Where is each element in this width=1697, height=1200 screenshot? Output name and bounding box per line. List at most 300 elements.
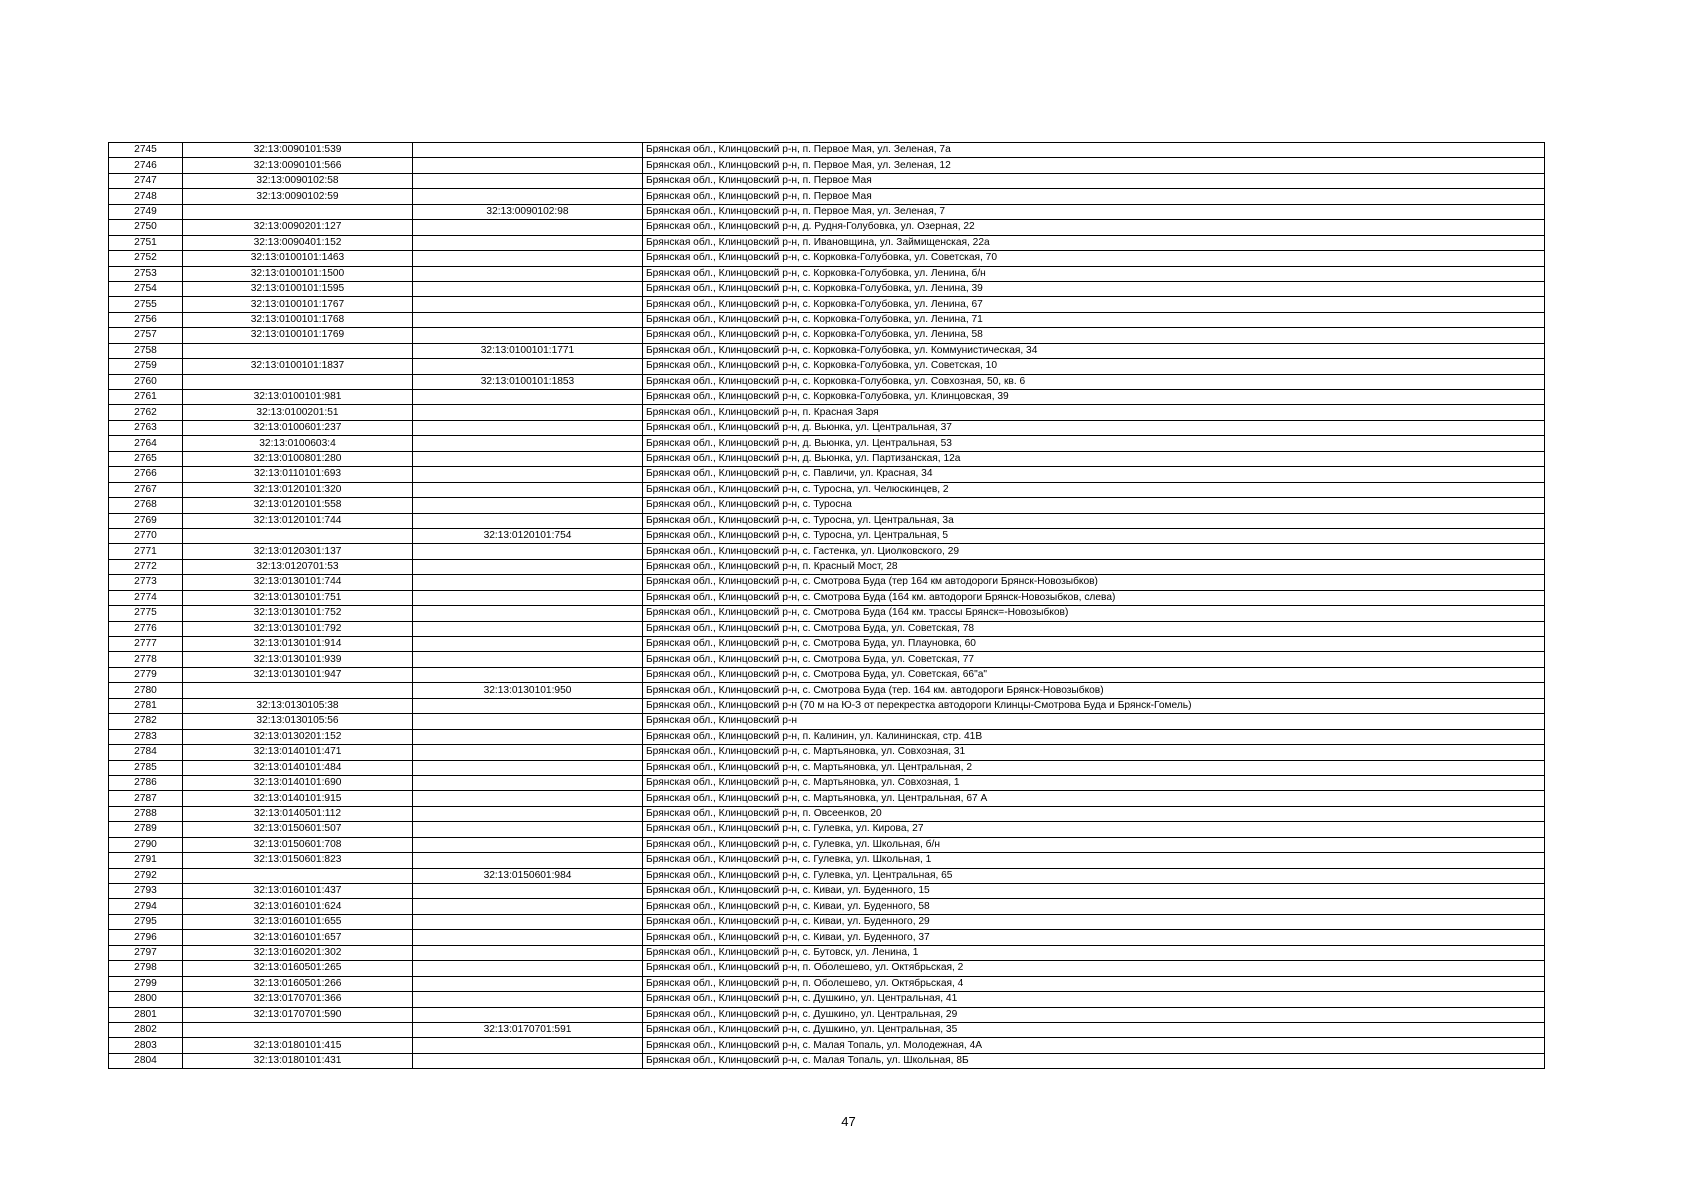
address-cell: Брянская обл., Клинцовский р-н, с. Гулевка, ул. Центральная, 65 (643, 868, 1545, 883)
cadastral-number-alt-cell (413, 544, 643, 559)
row-number-cell: 2787 (109, 791, 183, 806)
row-number-cell: 2773 (109, 575, 183, 590)
cadastral-number-cell: 32:13:0100801:280 (183, 451, 413, 466)
cadastral-number-alt-cell (413, 297, 643, 312)
table-row (109, 374, 1545, 389)
registry-table (108, 142, 1545, 1069)
address-cell: Брянская обл., Клинцовский р-н, с. Киваи, ул. Буденного, 58 (643, 899, 1545, 914)
row-number-cell: 2761 (109, 390, 183, 405)
cadastral-number-cell: 32:13:0090401:152 (183, 235, 413, 250)
table-row (109, 513, 1545, 528)
cadastral-number-cell: 32:13:0090101:539 (183, 143, 413, 158)
cadastral-number-alt-cell (413, 961, 643, 976)
cadastral-number-cell: 32:13:0100603:4 (183, 436, 413, 451)
cadastral-number-alt-cell (413, 1053, 643, 1068)
cadastral-number-alt-cell (413, 1007, 643, 1022)
cadastral-number-alt-cell (413, 405, 643, 420)
row-number-cell: 2798 (109, 961, 183, 976)
cadastral-number-cell: 32:13:0110101:693 (183, 467, 413, 482)
address-cell: Брянская обл., Клинцовский р-н, с. Гастенка, ул. Циолковского, 29 (643, 544, 1545, 559)
table-row (109, 328, 1545, 343)
table-row (109, 1022, 1545, 1037)
cadastral-number-cell: 32:13:0180101:431 (183, 1053, 413, 1068)
row-number-cell: 2799 (109, 976, 183, 991)
cadastral-number-cell: 32:13:0140101:471 (183, 745, 413, 760)
address-cell: Брянская обл., Клинцовский р-н, с. Корковка-Голубовка, ул. Ленина, 71 (643, 312, 1545, 327)
table-row (109, 189, 1545, 204)
address-cell: Брянская обл., Клинцовский р-н, с. Корковка-Голубовка, ул. Ленина, 67 (643, 297, 1545, 312)
table-row (109, 575, 1545, 590)
cadastral-number-cell: 32:13:0120301:137 (183, 544, 413, 559)
table-row (109, 667, 1545, 682)
table-row (109, 714, 1545, 729)
cadastral-number-cell (183, 343, 413, 358)
cadastral-number-alt-cell (413, 189, 643, 204)
cadastral-number-alt-cell (413, 606, 643, 621)
cadastral-number-alt-cell (413, 575, 643, 590)
cadastral-number-cell (183, 683, 413, 698)
address-cell: Брянская обл., Клинцовский р-н, с. Туросна (643, 498, 1545, 513)
row-number-cell: 2784 (109, 745, 183, 760)
cadastral-number-cell: 32:13:0100101:1500 (183, 266, 413, 281)
address-cell: Брянская обл., Клинцовский р-н, с. Туросна, ул. Центральная, 5 (643, 528, 1545, 543)
table-row (109, 173, 1545, 188)
row-number-cell: 2794 (109, 899, 183, 914)
address-cell: Брянская обл., Клинцовский р-н, с. Корковка-Голубовка, ул. Коммунистическая, 34 (643, 343, 1545, 358)
row-number-cell: 2750 (109, 220, 183, 235)
row-number-cell: 2800 (109, 992, 183, 1007)
table-row (109, 853, 1545, 868)
table-row (109, 899, 1545, 914)
cadastral-number-alt-cell (413, 698, 643, 713)
cadastral-number-alt-cell (413, 420, 643, 435)
row-number-cell: 2792 (109, 868, 183, 883)
address-cell: Брянская обл., Клинцовский р-н, с. Малая Топаль, ул. Школьная, 8Б (643, 1053, 1545, 1068)
table-row (109, 281, 1545, 296)
cadastral-number-alt-cell (413, 976, 643, 991)
row-number-cell: 2746 (109, 158, 183, 173)
cadastral-number-cell: 32:13:0160501:266 (183, 976, 413, 991)
address-cell: Брянская обл., Клинцовский р-н, с. Киваи, ул. Буденного, 29 (643, 914, 1545, 929)
address-cell: Брянская обл., Клинцовский р-н, с. Корковка-Голубовка, ул. Ленина, 39 (643, 281, 1545, 296)
table-row (109, 992, 1545, 1007)
address-cell: Брянская обл., Клинцовский р-н, с. Мартьяновка, ул. Центральная, 67 А (643, 791, 1545, 806)
address-cell: Брянская обл., Клинцовский р-н, с. Гулевка, ул. Кирова, 27 (643, 822, 1545, 837)
row-number-cell: 2756 (109, 312, 183, 327)
cadastral-number-cell (183, 868, 413, 883)
address-cell: Брянская обл., Клинцовский р-н, с. Смотрова Буда (тер 164 км автодороги Брянск-Новозыбков) (643, 575, 1545, 590)
row-number-cell: 2782 (109, 714, 183, 729)
cadastral-number-alt-cell: 32:13:0090102:98 (413, 204, 643, 219)
cadastral-number-cell: 32:13:0100101:981 (183, 390, 413, 405)
cadastral-number-alt-cell (413, 760, 643, 775)
table-row (109, 467, 1545, 482)
table-row (109, 945, 1545, 960)
cadastral-number-cell: 32:13:0130101:751 (183, 590, 413, 605)
page-number: 47 (841, 1114, 856, 1129)
table-row (109, 451, 1545, 466)
table-row (109, 251, 1545, 266)
address-cell: Брянская обл., Клинцовский р-н, с. Смотрова Буда, ул. Советская, 66"а" (643, 667, 1545, 682)
address-cell: Брянская обл., Клинцовский р-н, д. Вьюнка, ул. Центральная, 37 (643, 420, 1545, 435)
cadastral-number-alt-cell (413, 775, 643, 790)
registry-table-body (109, 143, 1545, 1069)
cadastral-number-alt-cell (413, 390, 643, 405)
table-row (109, 405, 1545, 420)
address-cell: Брянская обл., Клинцовский р-н, с. Малая Топаль, ул. Молодежная, 4А (643, 1038, 1545, 1053)
cadastral-number-cell: 32:13:0100101:1463 (183, 251, 413, 266)
table-row (109, 837, 1545, 852)
cadastral-number-alt-cell (413, 714, 643, 729)
table-row (109, 158, 1545, 173)
cadastral-number-cell: 32:13:0130101:744 (183, 575, 413, 590)
table-row (109, 235, 1545, 250)
cadastral-number-alt-cell (413, 822, 643, 837)
cadastral-number-cell: 32:13:0170701:366 (183, 992, 413, 1007)
table-row (109, 390, 1545, 405)
row-number-cell: 2793 (109, 884, 183, 899)
row-number-cell: 2766 (109, 467, 183, 482)
row-number-cell: 2747 (109, 173, 183, 188)
cadastral-number-cell: 32:13:0180101:415 (183, 1038, 413, 1053)
cadastral-number-alt-cell (413, 220, 643, 235)
address-cell: Брянская обл., Клинцовский р-н, с. Душкино, ул. Центральная, 29 (643, 1007, 1545, 1022)
address-cell: Брянская обл., Клинцовский р-н, с. Корковка-Голубовка, ул. Советская, 70 (643, 251, 1545, 266)
table-row (109, 1053, 1545, 1068)
address-cell: Брянская обл., Клинцовский р-н, с. Смотрова Буда (164 км. автодороги Брянск-Новозыбков, слева) (643, 590, 1545, 605)
cadastral-number-alt-cell (413, 359, 643, 374)
table-row (109, 312, 1545, 327)
table-row (109, 606, 1545, 621)
table-row (109, 143, 1545, 158)
address-cell: Брянская обл., Клинцовский р-н, с. Смотрова Буда (тер. 164 км. автодороги Брянск-Новозыбков) (643, 683, 1545, 698)
table-row (109, 1007, 1545, 1022)
table-row (109, 791, 1545, 806)
address-cell: Брянская обл., Клинцовский р-н, с. Смотрова Буда, ул. Советская, 77 (643, 652, 1545, 667)
cadastral-number-cell: 32:13:0130201:152 (183, 729, 413, 744)
cadastral-number-alt-cell (413, 482, 643, 497)
cadastral-number-alt-cell (413, 436, 643, 451)
table-row (109, 359, 1545, 374)
table-row (109, 914, 1545, 929)
table-row (109, 775, 1545, 790)
cadastral-number-alt-cell (413, 173, 643, 188)
cadastral-number-cell: 32:13:0100101:1837 (183, 359, 413, 374)
cadastral-number-alt-cell: 32:13:0120101:754 (413, 528, 643, 543)
cadastral-number-cell: 32:13:0100601:237 (183, 420, 413, 435)
cadastral-number-cell: 32:13:0130101:752 (183, 606, 413, 621)
cadastral-number-alt-cell (413, 791, 643, 806)
cadastral-number-alt-cell (413, 251, 643, 266)
cadastral-number-cell: 32:13:0160501:265 (183, 961, 413, 976)
cadastral-number-alt-cell (413, 143, 643, 158)
row-number-cell: 2804 (109, 1053, 183, 1068)
cadastral-number-cell: 32:13:0150601:823 (183, 853, 413, 868)
cadastral-number-cell (183, 1022, 413, 1037)
address-cell: Брянская обл., Клинцовский р-н, д. Рудня-Голубовка, ул. Озерная, 22 (643, 220, 1545, 235)
row-number-cell: 2797 (109, 945, 183, 960)
table-row (109, 683, 1545, 698)
row-number-cell: 2762 (109, 405, 183, 420)
table-row (109, 884, 1545, 899)
address-cell: Брянская обл., Клинцовский р-н, п. Первое Мая, ул. Зеленая, 7а (643, 143, 1545, 158)
cadastral-number-cell (183, 374, 413, 389)
row-number-cell: 2790 (109, 837, 183, 852)
cadastral-number-alt-cell (413, 328, 643, 343)
address-cell: Брянская обл., Клинцовский р-н, с. Смотрова Буда, ул. Плауновка, 60 (643, 637, 1545, 652)
table-row (109, 745, 1545, 760)
cadastral-number-cell: 32:13:0100201:51 (183, 405, 413, 420)
cadastral-number-cell: 32:13:0090101:566 (183, 158, 413, 173)
row-number-cell: 2786 (109, 775, 183, 790)
address-cell: Брянская обл., Клинцовский р-н, п. Красная Заря (643, 405, 1545, 420)
row-number-cell: 2796 (109, 930, 183, 945)
address-cell: Брянская обл., Клинцовский р-н, с. Киваи, ул. Буденного, 37 (643, 930, 1545, 945)
cadastral-number-alt-cell (413, 312, 643, 327)
address-cell: Брянская обл., Клинцовский р-н, с. Корковка-Голубовка, ул. Ленина, 58 (643, 328, 1545, 343)
cadastral-number-cell: 32:13:0090201:127 (183, 220, 413, 235)
cadastral-number-cell: 32:13:0140101:915 (183, 791, 413, 806)
address-cell: Брянская обл., Клинцовский р-н, п. Калинин, ул. Калининская, стр. 41В (643, 729, 1545, 744)
table-row (109, 729, 1545, 744)
cadastral-number-cell: 32:13:0100101:1768 (183, 312, 413, 327)
cadastral-number-alt-cell: 32:13:0100101:1771 (413, 343, 643, 358)
table-row (109, 698, 1545, 713)
address-cell: Брянская обл., Клинцовский р-н, д. Вьюнка, ул. Партизанская, 12а (643, 451, 1545, 466)
cadastral-number-cell: 32:13:0170701:590 (183, 1007, 413, 1022)
cadastral-number-alt-cell (413, 451, 643, 466)
cadastral-number-alt-cell: 32:13:0170701:591 (413, 1022, 643, 1037)
cadastral-number-alt-cell (413, 235, 643, 250)
cadastral-number-cell: 32:13:0140101:484 (183, 760, 413, 775)
cadastral-number-alt-cell (413, 899, 643, 914)
cadastral-number-cell: 32:13:0160101:437 (183, 884, 413, 899)
address-cell: Брянская обл., Клинцовский р-н, п. Красный Мост, 28 (643, 559, 1545, 574)
address-cell: Брянская обл., Клинцовский р-н, п. Оболешево, ул. Октябрьская, 2 (643, 961, 1545, 976)
address-cell: Брянская обл., Клинцовский р-н, с. Душкино, ул. Центральная, 41 (643, 992, 1545, 1007)
cadastral-number-cell: 32:13:0120101:320 (183, 482, 413, 497)
address-cell: Брянская обл., Клинцовский р-н, п. Оболешево, ул. Октябрьская, 4 (643, 976, 1545, 991)
cadastral-number-alt-cell (413, 559, 643, 574)
row-number-cell: 2757 (109, 328, 183, 343)
cadastral-number-alt-cell (413, 837, 643, 852)
table-row (109, 590, 1545, 605)
address-cell: Брянская обл., Клинцовский р-н, с. Корковка-Голубовка, ул. Совхозная, 50, кв. 6 (643, 374, 1545, 389)
cadastral-number-cell: 32:13:0130101:792 (183, 621, 413, 636)
table-row (109, 652, 1545, 667)
row-number-cell: 2791 (109, 853, 183, 868)
cadastral-number-alt-cell (413, 266, 643, 281)
row-number-cell: 2745 (109, 143, 183, 158)
cadastral-number-alt-cell (413, 513, 643, 528)
table-row (109, 343, 1545, 358)
table-row (109, 204, 1545, 219)
table-row (109, 822, 1545, 837)
cadastral-number-cell: 32:13:0150601:708 (183, 837, 413, 852)
cadastral-number-cell (183, 204, 413, 219)
cadastral-number-alt-cell (413, 729, 643, 744)
row-number-cell: 2763 (109, 420, 183, 435)
cadastral-number-cell: 32:13:0130101:947 (183, 667, 413, 682)
cadastral-number-alt-cell (413, 637, 643, 652)
row-number-cell: 2789 (109, 822, 183, 837)
row-number-cell: 2779 (109, 667, 183, 682)
cadastral-number-alt-cell (413, 945, 643, 960)
cadastral-number-cell: 32:13:0140501:112 (183, 806, 413, 821)
address-cell: Брянская обл., Клинцовский р-н, с. Мартьяновка, ул. Совхозная, 31 (643, 745, 1545, 760)
row-number-cell: 2767 (109, 482, 183, 497)
cadastral-number-alt-cell (413, 590, 643, 605)
address-cell: Брянская обл., Клинцовский р-н, с. Гулевка, ул. Школьная, б/н (643, 837, 1545, 852)
cadastral-number-alt-cell (413, 1038, 643, 1053)
cadastral-number-cell: 32:13:0120101:744 (183, 513, 413, 528)
table-row (109, 868, 1545, 883)
row-number-cell: 2764 (109, 436, 183, 451)
row-number-cell: 2771 (109, 544, 183, 559)
cadastral-number-cell: 32:13:0130101:939 (183, 652, 413, 667)
row-number-cell: 2778 (109, 652, 183, 667)
cadastral-number-cell: 32:13:0090102:58 (183, 173, 413, 188)
row-number-cell: 2774 (109, 590, 183, 605)
address-cell: Брянская обл., Клинцовский р-н, п. Первое Мая, ул. Зеленая, 7 (643, 204, 1545, 219)
row-number-cell: 2795 (109, 914, 183, 929)
row-number-cell: 2754 (109, 281, 183, 296)
cadastral-number-cell: 32:13:0130105:56 (183, 714, 413, 729)
row-number-cell: 2772 (109, 559, 183, 574)
cadastral-number-cell: 32:13:0160201:302 (183, 945, 413, 960)
cadastral-number-alt-cell: 32:13:0100101:1853 (413, 374, 643, 389)
cadastral-number-cell: 32:13:0160101:655 (183, 914, 413, 929)
address-cell: Брянская обл., Клинцовский р-н, с. Корковка-Голубовка, ул. Клинцовская, 39 (643, 390, 1545, 405)
address-cell: Брянская обл., Клинцовский р-н (643, 714, 1545, 729)
address-cell: Брянская обл., Клинцовский р-н, с. Корковка-Голубовка, ул. Советская, 10 (643, 359, 1545, 374)
address-cell: Брянская обл., Клинцовский р-н, п. Первое Мая, ул. Зеленая, 12 (643, 158, 1545, 173)
cadastral-number-cell: 32:13:0150601:507 (183, 822, 413, 837)
cadastral-number-cell: 32:13:0160101:657 (183, 930, 413, 945)
cadastral-number-alt-cell: 32:13:0130101:950 (413, 683, 643, 698)
cadastral-number-alt-cell (413, 930, 643, 945)
cadastral-number-cell (183, 528, 413, 543)
row-number-cell: 2777 (109, 637, 183, 652)
address-cell: Брянская обл., Клинцовский р-н, п. Овсеенков, 20 (643, 806, 1545, 821)
cadastral-number-alt-cell (413, 652, 643, 667)
cadastral-number-alt-cell (413, 914, 643, 929)
cadastral-number-cell: 32:13:0130105:38 (183, 698, 413, 713)
table-row (109, 436, 1545, 451)
address-cell: Брянская обл., Клинцовский р-н, с. Корковка-Голубовка, ул. Ленина, б/н (643, 266, 1545, 281)
row-number-cell: 2751 (109, 235, 183, 250)
cadastral-number-cell: 32:13:0100101:1769 (183, 328, 413, 343)
row-number-cell: 2748 (109, 189, 183, 204)
cadastral-number-alt-cell: 32:13:0150601:984 (413, 868, 643, 883)
row-number-cell: 2803 (109, 1038, 183, 1053)
address-cell: Брянская обл., Клинцовский р-н, с. Павличи, ул. Красная, 34 (643, 467, 1545, 482)
cadastral-number-alt-cell (413, 992, 643, 1007)
cadastral-number-cell: 32:13:0090102:59 (183, 189, 413, 204)
address-cell: Брянская обл., Клинцовский р-н, с. Мартьяновка, ул. Совхозная, 1 (643, 775, 1545, 790)
row-number-cell: 2769 (109, 513, 183, 528)
table-row (109, 1038, 1545, 1053)
address-cell: Брянская обл., Клинцовский р-н (70 м на Ю-З от перекрестка автодороги Клинцы-Смотрова Буда и Брянск-Гомель) (643, 698, 1545, 713)
row-number-cell: 2780 (109, 683, 183, 698)
address-cell: Брянская обл., Клинцовский р-н, с. Гулевка, ул. Школьная, 1 (643, 853, 1545, 868)
table-row (109, 559, 1545, 574)
cadastral-number-alt-cell (413, 621, 643, 636)
row-number-cell: 2775 (109, 606, 183, 621)
cadastral-number-cell: 32:13:0120101:558 (183, 498, 413, 513)
table-row (109, 297, 1545, 312)
row-number-cell: 2759 (109, 359, 183, 374)
table-row (109, 760, 1545, 775)
table-row (109, 621, 1545, 636)
row-number-cell: 2802 (109, 1022, 183, 1037)
cadastral-number-cell: 32:13:0100101:1767 (183, 297, 413, 312)
address-cell: Брянская обл., Клинцовский р-н, с. Мартьяновка, ул. Центральная, 2 (643, 760, 1545, 775)
table-row (109, 266, 1545, 281)
address-cell: Брянская обл., Клинцовский р-н, с. Смотрова Буда, ул. Советская, 78 (643, 621, 1545, 636)
row-number-cell: 2753 (109, 266, 183, 281)
row-number-cell: 2752 (109, 251, 183, 266)
address-cell: Брянская обл., Клинцовский р-н, п. Ивановщина, ул. Займищенская, 22а (643, 235, 1545, 250)
cadastral-number-alt-cell (413, 806, 643, 821)
row-number-cell: 2749 (109, 204, 183, 219)
table-row (109, 482, 1545, 497)
address-cell: Брянская обл., Клинцовский р-н, с. Смотрова Буда (164 км. трассы Брянск=-Новозыбков) (643, 606, 1545, 621)
address-cell: Брянская обл., Клинцовский р-н, с. Киваи, ул. Буденного, 15 (643, 884, 1545, 899)
table-row (109, 930, 1545, 945)
table-row (109, 528, 1545, 543)
row-number-cell: 2770 (109, 528, 183, 543)
row-number-cell: 2801 (109, 1007, 183, 1022)
table-row (109, 637, 1545, 652)
cadastral-number-alt-cell (413, 467, 643, 482)
row-number-cell: 2788 (109, 806, 183, 821)
table-row (109, 420, 1545, 435)
row-number-cell: 2768 (109, 498, 183, 513)
address-cell: Брянская обл., Клинцовский р-н, п. Первое Мая (643, 189, 1545, 204)
cadastral-number-alt-cell (413, 667, 643, 682)
row-number-cell: 2760 (109, 374, 183, 389)
cadastral-number-alt-cell (413, 158, 643, 173)
cadastral-number-cell: 32:13:0100101:1595 (183, 281, 413, 296)
cadastral-number-cell: 32:13:0140101:690 (183, 775, 413, 790)
cadastral-number-alt-cell (413, 745, 643, 760)
address-cell: Брянская обл., Клинцовский р-н, с. Туросна, ул. Челюскинцев, 2 (643, 482, 1545, 497)
table-row (109, 544, 1545, 559)
row-number-cell: 2785 (109, 760, 183, 775)
row-number-cell: 2783 (109, 729, 183, 744)
cadastral-number-cell: 32:13:0160101:624 (183, 899, 413, 914)
table-row (109, 498, 1545, 513)
table-row (109, 961, 1545, 976)
row-number-cell: 2758 (109, 343, 183, 358)
row-number-cell: 2765 (109, 451, 183, 466)
row-number-cell: 2755 (109, 297, 183, 312)
cadastral-number-alt-cell (413, 853, 643, 868)
address-cell: Брянская обл., Клинцовский р-н, д. Вьюнка, ул. Центральная, 53 (643, 436, 1545, 451)
table-row (109, 806, 1545, 821)
address-cell: Брянская обл., Клинцовский р-н, с. Туросна, ул. Центральная, 3а (643, 513, 1545, 528)
cadastral-number-alt-cell (413, 498, 643, 513)
cadastral-number-cell: 32:13:0130101:914 (183, 637, 413, 652)
row-number-cell: 2781 (109, 698, 183, 713)
cadastral-number-alt-cell (413, 884, 643, 899)
table-row (109, 220, 1545, 235)
cadastral-number-alt-cell (413, 281, 643, 296)
address-cell: Брянская обл., Клинцовский р-н, с. Душкино, ул. Центральная, 35 (643, 1022, 1545, 1037)
address-cell: Брянская обл., Клинцовский р-н, п. Первое Мая (643, 173, 1545, 188)
cadastral-number-cell: 32:13:0120701:53 (183, 559, 413, 574)
